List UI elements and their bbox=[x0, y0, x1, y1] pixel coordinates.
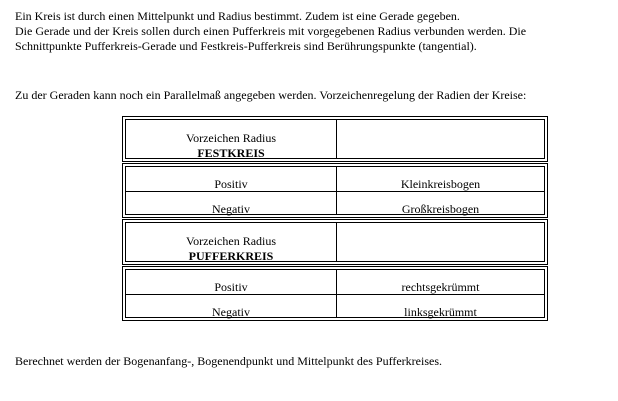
festkreis-header-cell bbox=[126, 131, 336, 161]
pufferkreis-row-positive-sign: Positiv bbox=[214, 280, 248, 294]
pufferkreis-header-title: PUFFERKREIS bbox=[188, 249, 274, 263]
pufferkreis-values-table bbox=[122, 266, 548, 321]
festkreis-values-table bbox=[122, 163, 548, 218]
intro-line-3: Schnittpunkte Pufferkreis-Gerade und Festkreis-Pufferkreis sind Berührungspunkte (tangential). bbox=[15, 39, 477, 53]
festkreis-row-positive-result: Kleinkreisbogen bbox=[400, 177, 481, 191]
pufferkreis-header-cell bbox=[126, 234, 336, 264]
festkreis-row-negative-result: Großkreisbogen bbox=[401, 202, 480, 216]
pufferkreis-header-table bbox=[122, 219, 548, 265]
outro-sentence: Berechnet werden der Bogenanfang-, Bogenendpunkt und Mittelpunkt des Pufferkreises. bbox=[15, 354, 442, 368]
festkreis-header-table bbox=[122, 116, 548, 162]
festkreis-row-negative-sign: Negativ bbox=[212, 202, 250, 216]
sign-rule-sentence: Zu der Geraden kann noch ein Parallelmaß angegeben werden. Vorzeichenregelung der Radien der Kreise: bbox=[15, 88, 527, 102]
festkreis-header-title: FESTKREIS bbox=[197, 146, 265, 160]
pufferkreis-header-label: Vorzeichen Radius bbox=[185, 234, 277, 248]
intro-line-1: Ein Kreis ist durch einen Mittelpunkt und Radius bestimmt. Zudem ist eine Gerade gegeben. bbox=[15, 9, 460, 23]
pufferkreis-row-negative-result: linksgekrümmt bbox=[404, 305, 477, 319]
festkreis-row-positive-sign: Positiv bbox=[214, 177, 248, 191]
intro-line-2: Die Gerade und der Kreis sollen durch einen Pufferkreis mit vorgegebenen Radius verbunden werden. Die bbox=[15, 24, 527, 38]
festkreis-header-label: Vorzeichen Radius bbox=[185, 131, 277, 145]
festkreis-header-row bbox=[125, 119, 545, 159]
pufferkreis-row-positive-result: rechtsgekrümmt bbox=[401, 280, 480, 294]
pufferkreis-row-negative-sign: Negativ bbox=[212, 305, 250, 319]
intro-paragraph bbox=[15, 9, 526, 54]
pufferkreis-header-row bbox=[125, 222, 545, 262]
